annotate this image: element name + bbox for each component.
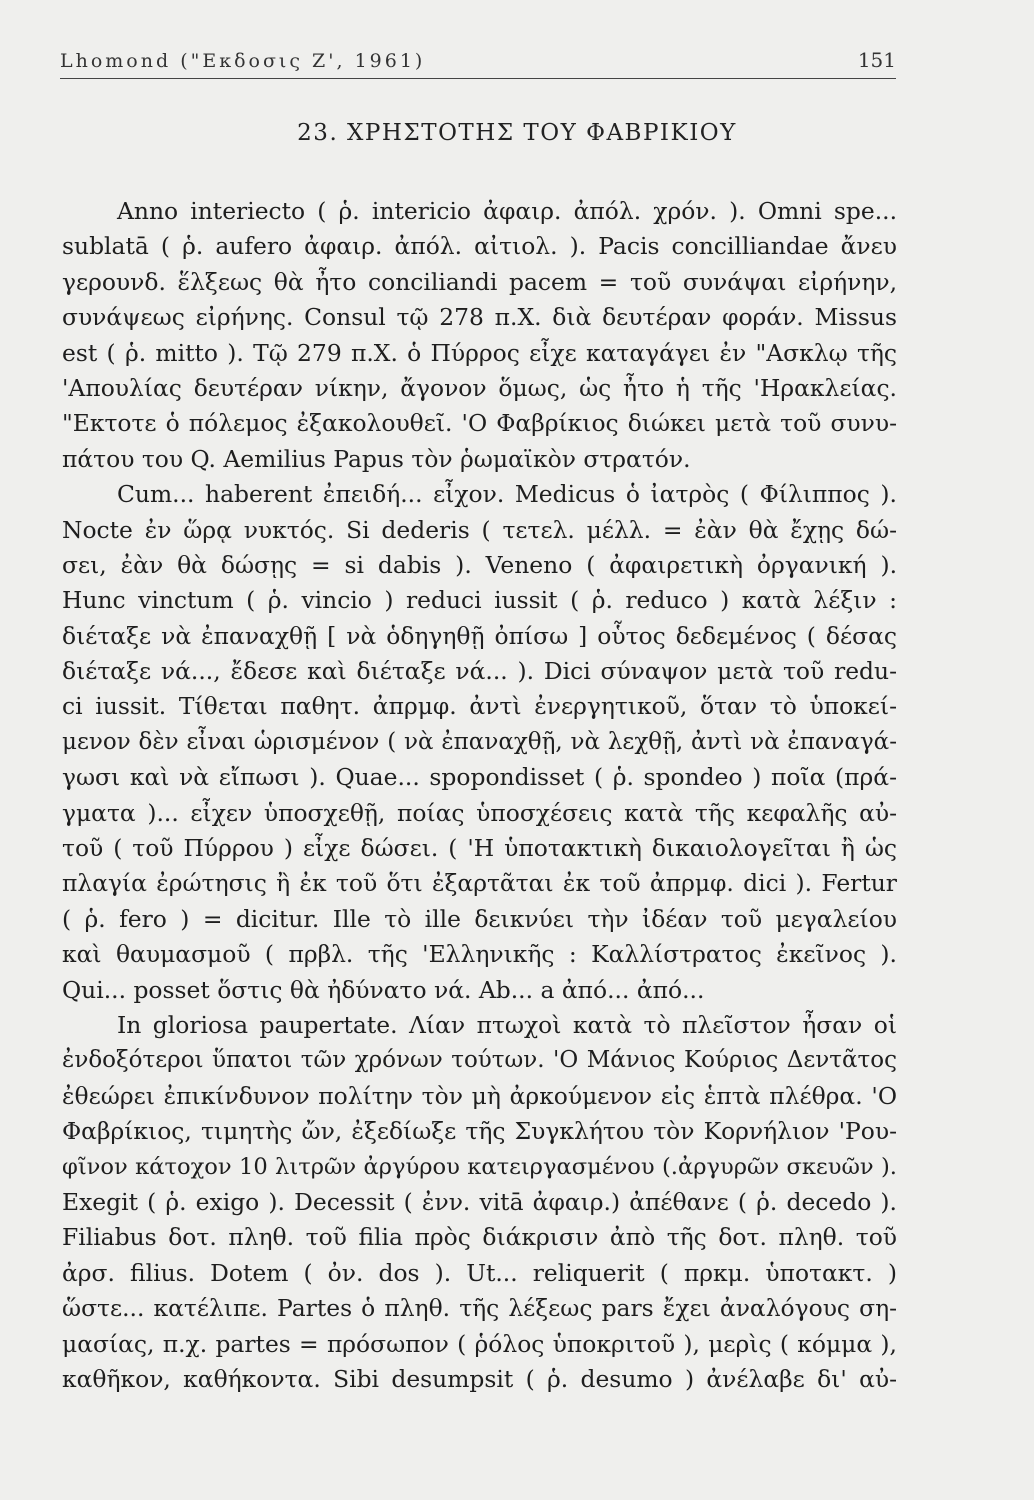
text-line: σει, ἐὰν θὰ δώσῃς = si dabis ). Veneno ( ἀφαιρετικὴ ὀργανική ). [62,550,897,579]
text-line: ἐνδοξότεροι ὕπατοι τῶν χρόνων τούτων. 'Ο Μάνιος Κούριος Δεντᾶτος [62,1047,897,1074]
body-text [62,194,897,1397]
text-line: φῖνον κάτοχον 10 λιτρῶν ἀργύρου κατειργασμένου (.ἀργυρῶν σκευῶν ). [62,1153,897,1180]
text-line: διέταξε νὰ ἐπαναχθῇ [ νὰ ὁδηγηθῇ ὀπίσω ] οὗτος δεδεμένος ( δέσας [62,621,897,650]
text-line: sublatā ( ῥ. aufero ἀφαιρ. ἀπόλ. αἰτιολ. ). Pacis concilliandae ἄνευ [62,232,897,261]
text-line: Anno interiecto ( ῥ. intericio ἀφαιρ. ἀπόλ. χρόν. ). Omni spe... [117,197,897,225]
text-line: "Εκτοτε ὁ πόλεμος ἐξακολουθεῖ. 'Ο Φαβρίκιος διώκει μετὰ τοῦ συνυ- [62,409,897,438]
text-line: μενον δὲν εἶναι ὡρισμένον ( νὰ ἐπαναχθῇ, νὰ λεχθῇ, ἀντὶ νὰ ἐπαναγά- [62,728,897,755]
text-line: 'Απουλίας δευτέραν νίκην, ἄγονον ὅμως, ὡς ἦτο ἡ τῆς 'Ηρακλείας. [62,373,897,402]
text-line: ἀρσ. filius. Dotem ( ὀν. dos ). Ut... reliquerit ( πρκμ. ὑποτακτ. ) [62,1258,897,1287]
text-line: γματα )... εἶχεν ὑποσχεθῇ, ποίας ὑποσχέσεις κατὰ τῆς κεφαλῆς αὐ- [62,798,897,827]
text-line: πλαγία ἐρώτησις ἢ ἐκ τοῦ ὅτι ἐξαρτᾶται ἐκ τοῦ ἀπρμφ. dici ). Fertur [62,869,897,898]
text-line: μασίας, π.χ. partes = πρόσωπον ( ῥόλος ὑποκριτοῦ ), μερὶς ( κόμμα ), [62,1329,897,1358]
header-rule [60,78,896,79]
running-head [60,48,896,72]
text-line: γερουνδ. ἕλξεως θὰ ἦτο conciliandi pacem = τοῦ συνάψαι εἰρήνην, [62,267,897,296]
text-line: Qui... posset ὅστις θὰ ἠδύνατο νά. Ab... a ἀπό... ἀπό... [62,975,705,1004]
text-line: πάτου του Q. Aemilius Papus τὸν ῥωμαϊκὸν στρατόν. [62,444,691,473]
text-line: γωσι καὶ νὰ εἴπωσι ). Quae... spopondisset ( ῥ. spondeo ) ποῖα (πρά- [62,763,897,792]
text-line: Cum... haberent ἐπειδή... εἶχον. Medicus ὁ ἰατρὸς ( Φίλιππος ). [117,480,897,509]
page-number: 151 [857,48,896,72]
text-line: Filiabus δοτ. πληθ. τοῦ filia πρὸς διάκρισιν ἀπὸ τῆς δοτ. πληθ. τοῦ [62,1223,897,1252]
text-line: Hunc vinctum ( ῥ. vincio ) reduci iussit ( ῥ. reduco ) κατὰ λέξιν : [62,586,897,615]
text-line: ( ῥ. fero ) = dicitur. Ille τὸ ille δεικνύει τὴν ἰδέαν τοῦ μεγαλείου [62,904,897,933]
text-line: est ( ῥ. mitto ). Τῷ 279 π.Χ. ὁ Πύρρος εἶχε καταγάγει ἐν "Ασκλῳ τῆς [62,338,897,367]
text-line: ὥστε... κατέλιπε. Partes ὁ πληθ. τῆς λέξεως pars ἔχει ἀναλόγους ση- [62,1294,897,1323]
section-title: 23. ΧΡΗΣΤΟΤΗΣ ΤΟΥ ΦΑΒΡΙΚΙΟΥ [297,120,737,146]
text-line: διέταξε νά..., ἔδεσε καὶ διέταξε νά... ). Dici σύναψον μετὰ τοῦ redu- [62,657,897,686]
text-line: καὶ θαυμασμοῦ ( πρβλ. τῆς 'Ελληνικῆς : Καλλίστρατος ἐκεῖνος ). [62,940,897,969]
text-line: τοῦ ( τοῦ Πύρρου ) εἶχε δώσει. ( 'Η ὑποτακτικὴ δικαιολογεῖται ἢ ὡς [62,834,897,863]
text-line: συνάψεως εἰρήνης. Consul τῷ 278 π.Χ. διὰ δευτέραν φοράν. Missus [62,303,897,332]
running-head-source: Lhomond ("Εκδοσις Ζ', 1961) [60,50,426,72]
text-line: In gloriosa paupertate. Λίαν πτωχοὶ κατὰ τὸ πλεῖστον ἦσαν οἱ [117,1010,897,1039]
text-line: ἐθεώρει ἐπικίνδυνον πολίτην τὸν μὴ ἀρκούμενον εἰς ἑπτὰ πλέθρα. 'Ο [62,1081,897,1110]
text-line: καθῆκον, καθήκοντα. Sibi desumpsit ( ῥ. desumo ) ἀνέλαβε δι' αὐ- [62,1364,897,1393]
text-line: ci iussit. Τίθεται παθητ. ἀπρμφ. ἀντὶ ἐνεργητικοῦ, ὅταν τὸ ὑποκεί- [62,692,897,721]
text-line: Nocte ἐν ὥρᾳ νυκτός. Si dederis ( τετελ. μέλλ. = ἐὰν θὰ ἔχῃς δώ- [62,515,897,544]
text-line: Φαβρίκιος, τιμητὴς ὤν, ἐξεδίωξε τῆς Συγκλήτου τὸν Κορνήλιον 'Ρου- [62,1117,897,1146]
text-line: Exegit ( ῥ. exigo ). Decessit ( ἐνν. vitā ἀφαιρ.) ἀπέθανε ( ῥ. decedo ). [62,1187,897,1216]
